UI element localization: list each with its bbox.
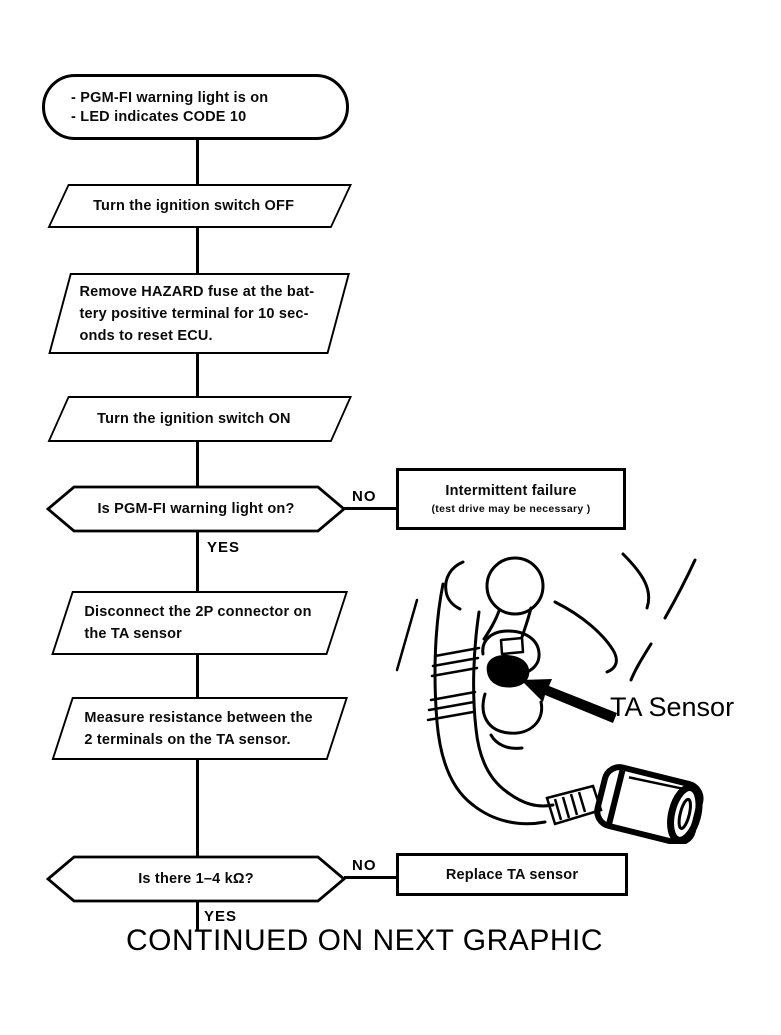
continued-note: CONTINUED ON NEXT GRAPHIC: [126, 924, 603, 957]
process-remove-fuse-line-2: tery positive terminal for 10 sec-: [79, 305, 309, 322]
sensor-body-shading: [487, 655, 530, 688]
start-terminal: [42, 74, 349, 140]
start-line-1: - PGM-FI warning light is on: [71, 89, 269, 106]
connector-line: [196, 352, 199, 397]
connector-2p: [594, 764, 705, 844]
result-replace-ta-sensor: [396, 853, 628, 896]
wire-boot: [547, 786, 601, 824]
connector-line: [196, 441, 199, 486]
no-label-2: NO: [352, 857, 377, 874]
decision-warning-light: [46, 485, 346, 533]
connector-line: [196, 226, 199, 274]
connector-line: [196, 759, 199, 856]
result-replace-ta-sensor-title: Replace TA sensor: [445, 866, 579, 883]
process-ignition-off-label: Turn the ignition switch OFF: [93, 198, 295, 214]
result-intermittent-failure-note: (test drive may be necessary ): [431, 503, 591, 515]
connector-line: [196, 654, 199, 698]
decision-resistance: [46, 855, 346, 903]
start-line-2: - LED indicates CODE 10: [71, 108, 247, 125]
process-disconnect-connector: [51, 591, 348, 655]
process-measure-line-2: 2 terminals on the TA sensor.: [84, 731, 291, 748]
process-disconnect-line-1: Disconnect the 2P connector on: [84, 604, 312, 620]
yes-label-1: YES: [207, 539, 241, 556]
decision-resistance-question: Is there 1–4 kΩ?: [138, 871, 254, 887]
result-intermittent-failure: [396, 468, 626, 530]
process-ignition-off: [47, 184, 352, 228]
process-remove-fuse-line-1: Remove HAZARD fuse at the bat-: [79, 283, 315, 300]
yes-label-2: YES: [204, 908, 238, 925]
connector-line: [196, 139, 199, 185]
process-ignition-on-label: Turn the ignition switch ON: [97, 411, 291, 427]
no-branch-line-2: [344, 876, 396, 879]
decision-warning-light-question: Is PGM-FI warning light on?: [97, 501, 295, 517]
process-ignition-on: [48, 396, 352, 442]
process-measure-resistance: [52, 697, 348, 760]
process-measure-line-1: Measure resistance between the: [84, 709, 313, 726]
process-remove-fuse: [48, 273, 350, 354]
process-disconnect-line-2: the TA sensor: [84, 626, 183, 642]
pointer-arrow: [521, 679, 617, 723]
connector-line-yes-1: [196, 531, 199, 593]
process-remove-fuse-line-3: onds to reset ECU.: [79, 327, 213, 344]
no-label-1: NO: [352, 488, 377, 505]
hose-port-circle: [487, 558, 543, 614]
no-branch-line-1: [344, 507, 396, 510]
ta-sensor-callout-label: TA Sensor: [610, 692, 735, 722]
result-intermittent-failure-title: Intermittent failure: [445, 483, 577, 499]
